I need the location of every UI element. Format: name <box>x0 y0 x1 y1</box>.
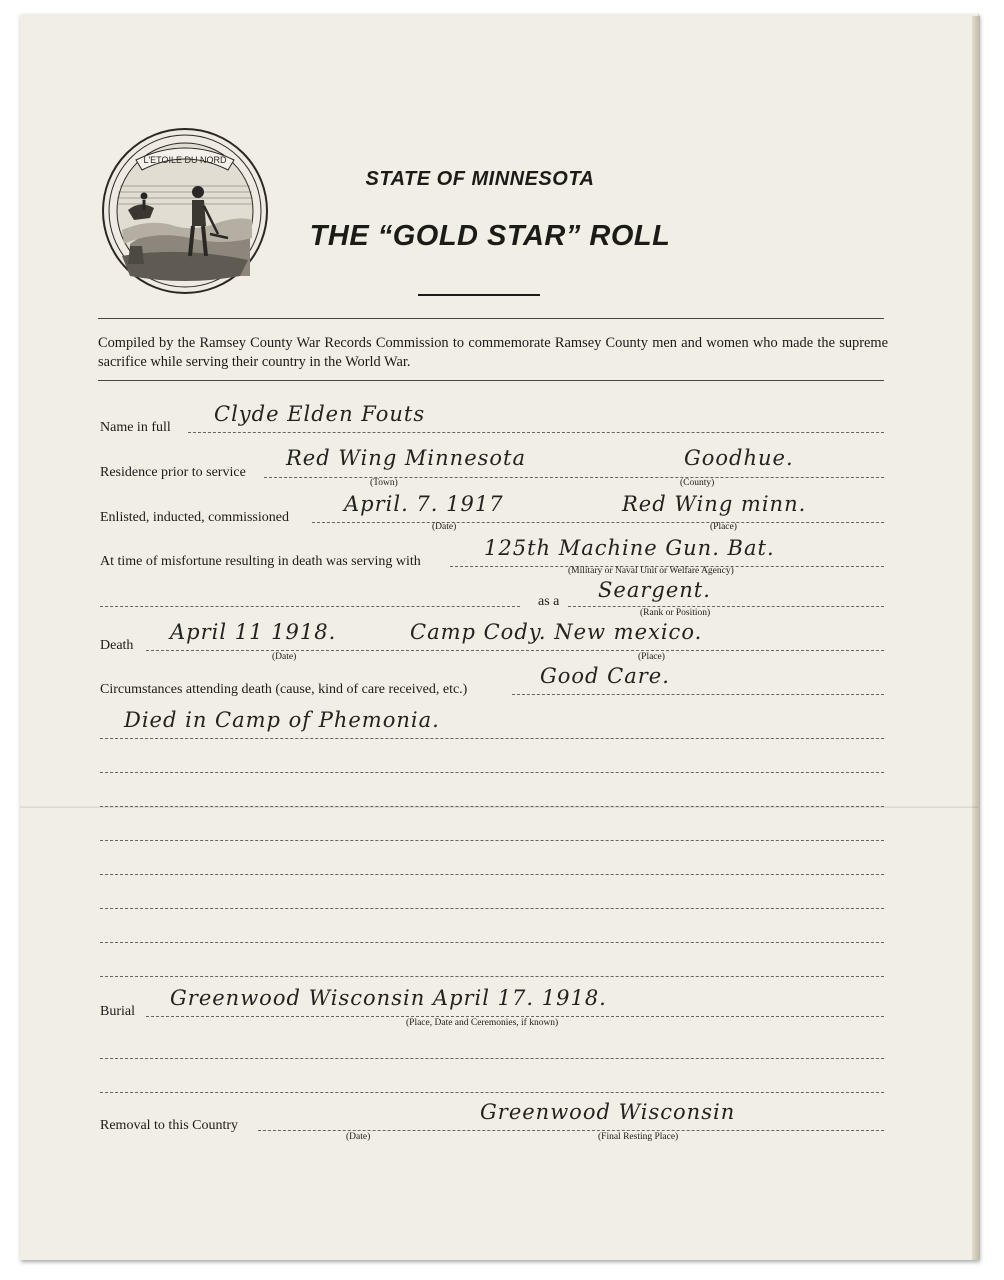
form-title: THE “GOLD STAR” ROLL <box>309 220 671 252</box>
title-rule <box>418 294 540 296</box>
circumstances-line <box>512 694 884 695</box>
resting-place-caption: (Final Resting Place) <box>598 1132 679 1142</box>
enlisted-label: Enlisted, inducted, commissioned <box>100 510 289 525</box>
residence-label: Residence prior to service <box>100 465 246 480</box>
death-place-caption: (Place) <box>638 652 665 662</box>
burial-value[interactable]: Greenwood Wisconsin April 17. 1918. <box>170 986 607 1010</box>
rank-value[interactable]: Seargent. <box>598 578 711 602</box>
name-line <box>188 432 884 433</box>
unit-caption: (Military or Naval Unit or Welfare Agency) <box>568 566 734 576</box>
town-caption: (Town) <box>370 478 398 488</box>
death-place-value[interactable]: Camp Cody. New mexico. <box>410 620 703 644</box>
intro-text: Compiled by the Ramsey County War Records Commission to commemorate Ramsey County men and women who made the supreme sacrifice while serving their country in the World War. <box>98 335 888 370</box>
blank-line <box>100 1092 884 1093</box>
seal-motto: L'ETOILE DU NORD <box>143 155 227 165</box>
blank-line <box>100 1058 884 1059</box>
death-label: Death <box>100 638 134 653</box>
burial-caption: (Place, Date and Ceremonies, if known) <box>406 1018 559 1028</box>
burial-label: Burial <box>100 1004 135 1019</box>
county-caption: (County) <box>680 478 715 488</box>
rank-caption: (Rank or Position) <box>640 608 711 618</box>
as-a-label: as a <box>538 594 560 609</box>
divider <box>98 380 884 381</box>
rank-line <box>568 606 884 607</box>
serving-unit-value[interactable]: 125th Machine Gun. Bat. <box>484 536 775 560</box>
circumstances-value-1[interactable]: Good Care. <box>540 664 670 688</box>
state-heading: STATE OF MINNESOTA <box>365 168 595 190</box>
removal-date-caption: (Date) <box>346 1132 371 1142</box>
date-caption: (Date) <box>432 522 457 532</box>
paper-edge <box>972 16 980 1260</box>
death-date-value[interactable]: April 11 1918. <box>170 620 337 644</box>
removal-line <box>258 1130 884 1131</box>
blank-line <box>100 942 884 943</box>
removal-place-value[interactable]: Greenwood Wisconsin <box>480 1100 736 1124</box>
rank-lead-line <box>100 606 520 607</box>
residence-town-value[interactable]: Red Wing Minnesota <box>286 446 527 470</box>
name-label: Name in full <box>100 420 171 435</box>
place-caption: (Place) <box>710 522 737 532</box>
blank-line <box>100 908 884 909</box>
enlisted-date-value[interactable]: April. 7. 1917 <box>344 492 504 516</box>
death-line <box>146 650 884 651</box>
divider <box>98 318 884 319</box>
minnesota-state-seal-icon <box>100 126 270 296</box>
circumstances-value-2[interactable]: Died in Camp of Phemonia. <box>124 708 440 732</box>
blank-line <box>100 840 884 841</box>
blank-line <box>100 874 884 875</box>
circumstances-line-2 <box>100 738 884 739</box>
residence-county-value[interactable]: Goodhue. <box>684 446 794 470</box>
circumstances-label: Circumstances attending death (cause, kind of care received, etc.) <box>100 682 468 697</box>
blank-line <box>100 976 884 977</box>
name-value[interactable]: Clyde Elden Fouts <box>214 402 426 426</box>
blank-line <box>100 772 884 773</box>
enlisted-line <box>312 522 884 523</box>
serving-label: At time of misfortune resulting in death was serving with <box>100 554 421 569</box>
removal-label: Removal to this Country <box>100 1118 239 1133</box>
enlisted-place-value[interactable]: Red Wing minn. <box>622 492 807 516</box>
burial-line <box>146 1016 884 1017</box>
death-date-caption: (Date) <box>272 652 297 662</box>
residence-line <box>264 477 884 478</box>
blank-line <box>100 806 884 807</box>
